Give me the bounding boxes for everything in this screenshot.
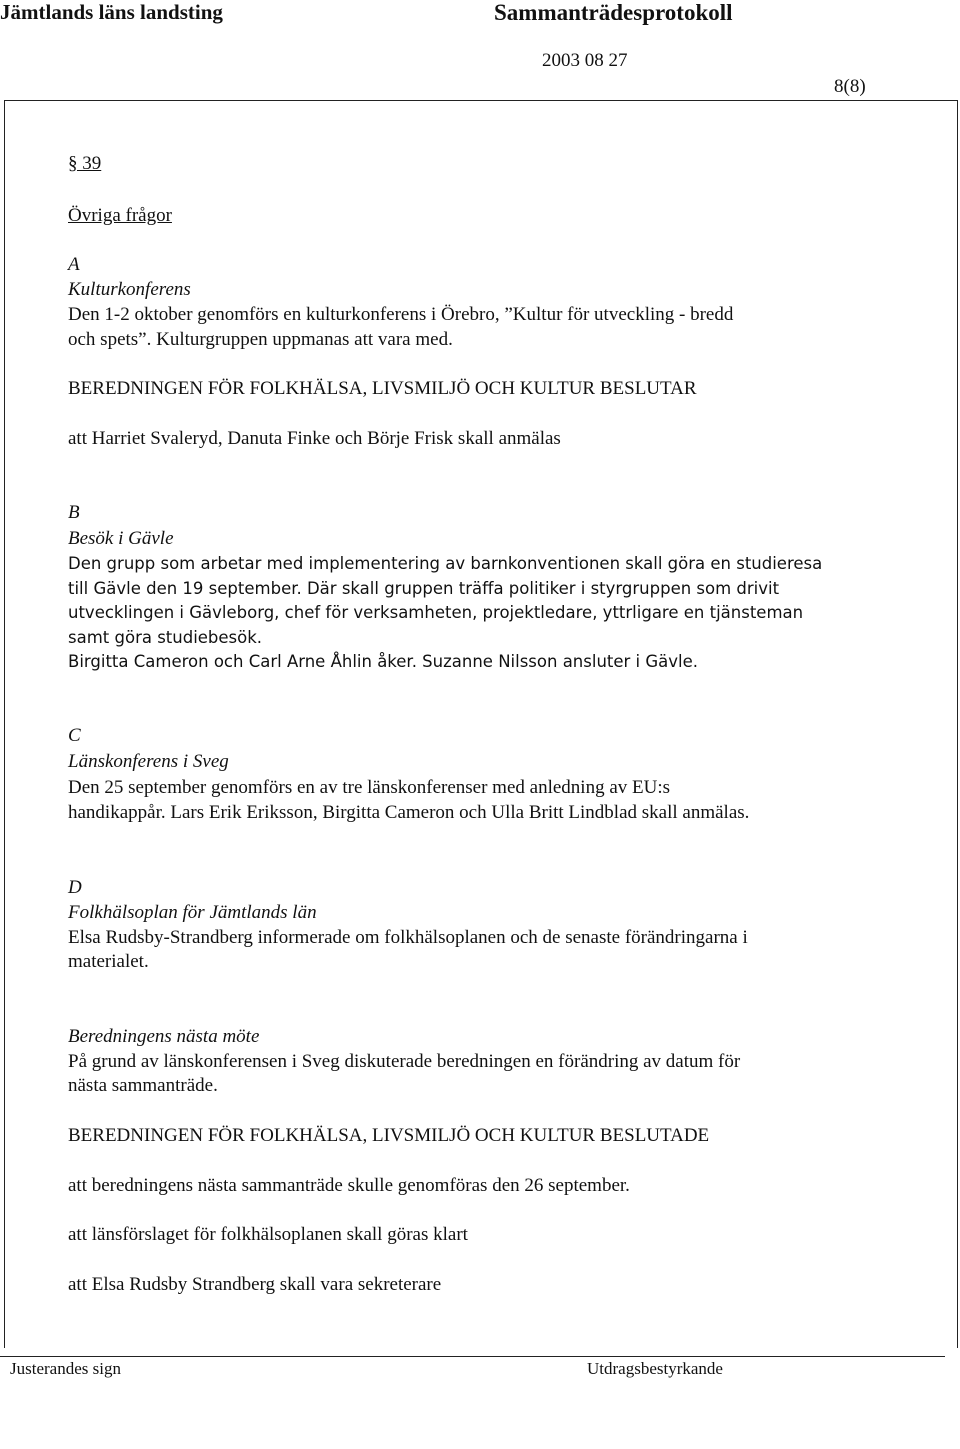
document-title: Sammanträdesprotokoll — [494, 0, 733, 25]
section-b-line: utvecklingen i Gävleborg, chef för verksamheten, projektledare, yttrligare en tjänsteman — [68, 603, 804, 622]
organization-name: Jämtlands läns landsting — [0, 0, 223, 24]
section-d-line: Elsa Rudsby-Strandberg informerade om folkhälsoplanen och de senaste förändringarna i — [68, 927, 748, 948]
section-a-att: att Harriet Svaleryd, Danuta Finke och Börje Frisk skall anmälas — [68, 428, 561, 449]
section-a-heading: Kulturkonferens — [68, 279, 191, 300]
section-c-letter: C — [68, 725, 81, 746]
section-b-line: till Gävle den 19 september. Där skall gruppen träffa politiker i styrgruppen som drivit — [68, 579, 780, 598]
section-b-line: Birgitta Cameron och Carl Arne Åhlin åker. Suzanne Nilsson ansluter i Gävle. — [68, 652, 699, 671]
section-b-letter: B — [68, 502, 80, 523]
section-c-line: handikappår. Lars Erik Eriksson, Birgitta Cameron och Ulla Britt Lindblad skall anmälas. — [68, 802, 750, 823]
next-meeting-line: På grund av länskonferensen i Sveg diskuterade beredningen en förändring av datum för — [68, 1051, 741, 1072]
section-d-line: materialet. — [68, 951, 149, 972]
section-a-line: och spets”. Kulturgruppen uppmanas att vara med. — [68, 329, 453, 350]
section-a-letter: A — [68, 254, 80, 275]
footer-utdragsbestyrkande: Utdragsbestyrkande — [587, 1359, 723, 1378]
paragraph-number: § 39 — [68, 153, 102, 174]
next-meeting-att: att länsförslaget för folkhälsoplanen skall göras klart — [68, 1224, 468, 1245]
next-meeting-heading: Beredningens nästa möte — [68, 1026, 260, 1047]
section-d-letter: D — [68, 877, 82, 898]
next-meeting-decision: BEREDNINGEN FÖR FOLKHÄLSA, LIVSMILJÖ OCH KULTUR BESLUTADE — [68, 1125, 710, 1146]
section-a-line: Den 1-2 oktober genomförs en kulturkonferens i Örebro, ”Kultur för utveckling - bredd — [68, 304, 734, 325]
footer-rule — [0, 1356, 945, 1357]
paragraph-title: Övriga frågor — [68, 205, 172, 226]
document-date: 2003 08 27 — [542, 50, 628, 71]
next-meeting-att: att Elsa Rudsby Strandberg skall vara sekreterare — [68, 1274, 442, 1295]
section-b-heading: Besök i Gävle — [68, 528, 174, 549]
section-b-line: samt göra studiebesök. — [68, 628, 263, 647]
section-c-line: Den 25 september genomförs en av tre länskonferenser med anledning av EU:s — [68, 777, 670, 798]
next-meeting-line: nästa sammanträde. — [68, 1075, 218, 1096]
section-d-heading: Folkhälsoplan för Jämtlands län — [68, 902, 317, 923]
next-meeting-att: att beredningens nästa sammanträde skulle genomföras den 26 september. — [68, 1175, 630, 1196]
footer-justerandes-sign: Justerandes sign — [10, 1359, 121, 1378]
section-c-heading: Länskonferens i Sveg — [68, 751, 229, 772]
section-b-line: Den grupp som arbetar med implementering av barnkonventionen skall göra en studieresa — [68, 554, 823, 573]
section-a-decision: BEREDNINGEN FÖR FOLKHÄLSA, LIVSMILJÖ OCH KULTUR BESLUTAR — [68, 378, 697, 399]
page-number: 8(8) — [834, 76, 866, 97]
